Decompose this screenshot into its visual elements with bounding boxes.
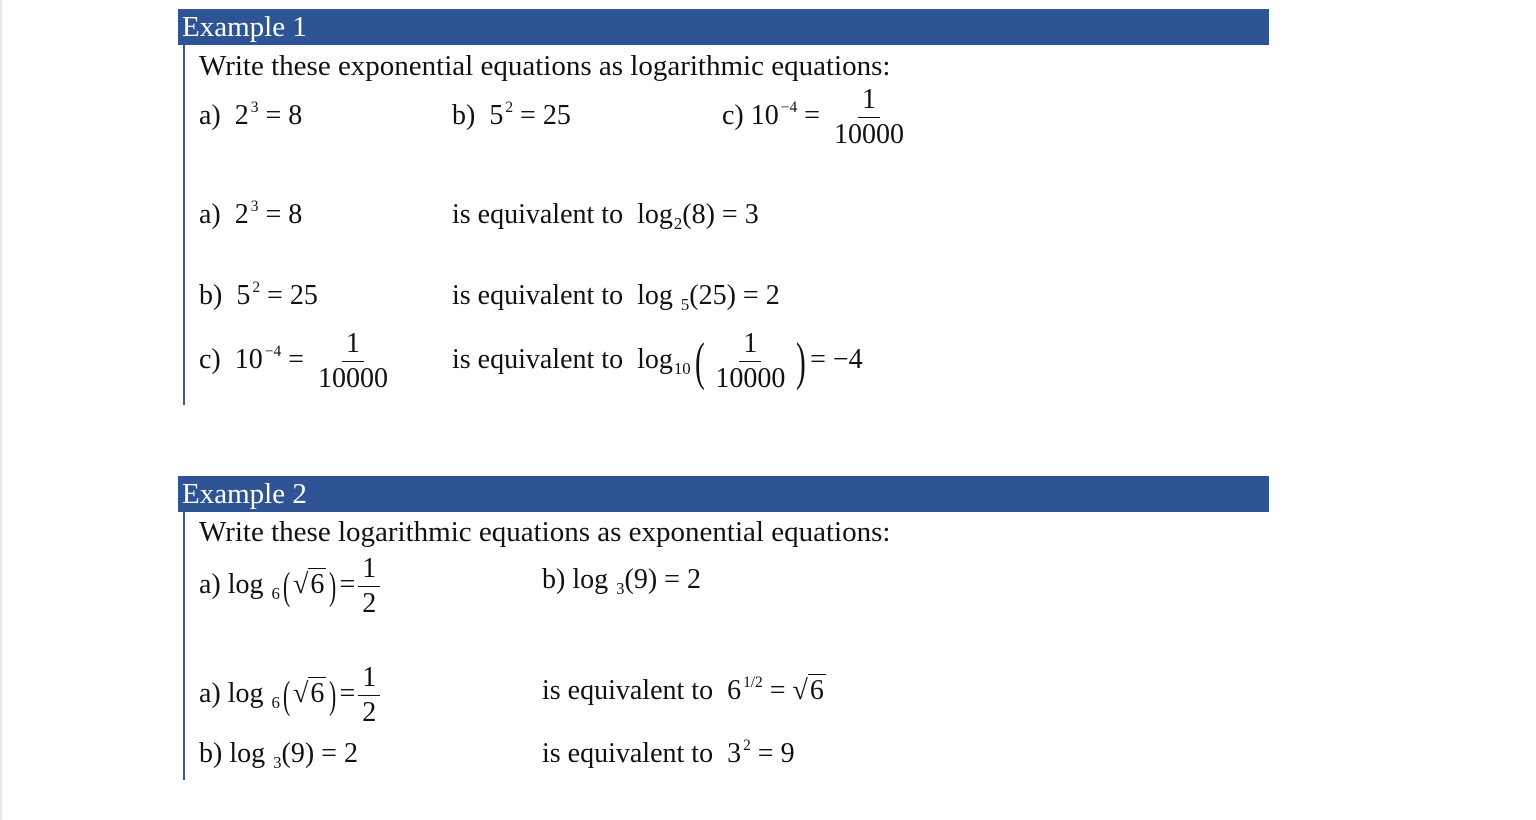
ex1-answer-c-rhs: is equivalent to $\log_{10}$( $\frac{1}{10000}$ ) = −4 bbox=[452, 328, 863, 394]
ex1-answer-b-lhs: b) 5 $^2$ = 25 bbox=[199, 279, 318, 311]
example-2-header bbox=[178, 476, 1269, 512]
ex2-problem-b: b) log $_3$(9) = 2 bbox=[542, 564, 701, 598]
example-2-border bbox=[183, 512, 185, 780]
fraction: $\frac{1}{2}$ bbox=[358, 664, 380, 727]
fraction: $\frac{1}{10000}$ bbox=[317, 328, 388, 394]
example-1-border bbox=[183, 45, 185, 405]
fraction: $\frac{1}{10000}$ bbox=[715, 328, 786, 394]
example-1-header bbox=[178, 9, 1269, 45]
ex1-answer-a-rhs: is equivalent to $\log_2(8) = 3$ bbox=[452, 199, 759, 233]
example-1-instruction: Write these exponential equations as logarithmic equations: bbox=[199, 50, 891, 82]
ex1-answer-b-rhs: is equivalent to log $_5$(25) = 2 bbox=[452, 280, 780, 314]
ex1-problem-a: a) 2 $^3$ = 8 bbox=[199, 99, 303, 131]
ex2-answer-b-lhs: b) log $_3$(9) = 2 bbox=[199, 738, 358, 772]
ex1-answer-a-lhs: a) 2 $^3$ = 8 bbox=[199, 198, 303, 230]
ex2-answer-a-rhs: is equivalent to 6 $^{1/2}$ = √6 bbox=[542, 674, 824, 706]
ex2-problem-a: a) log $_6$( √6 ) = $\frac{1}{2}$ bbox=[199, 555, 383, 618]
ex1-problem-b: b) 5 $^2$ = 25 bbox=[452, 99, 571, 131]
ex1-answer-c-lhs: c) 10 $^{-4}$ = $\frac{1}{10000}$ bbox=[199, 330, 395, 393]
ex1-problem-c: c) 10 $^{-4}$ = $\frac{1}{10000}$ bbox=[722, 86, 911, 149]
ex2-answer-a-lhs: a) log $_6$( √6 ) = $\frac{1}{2}$ bbox=[199, 664, 383, 727]
example-2-instruction: Write these logarithmic equations as exponential equations: bbox=[199, 516, 891, 548]
example-1-title: Example 1 bbox=[182, 11, 307, 43]
page-edge bbox=[0, 0, 2, 820]
fraction: $\frac{1}{10000}$ bbox=[833, 84, 904, 150]
fraction: $\frac{1}{2}$ bbox=[358, 555, 380, 618]
ex2-answer-b-rhs: is equivalent to 3 $^2$ = 9 bbox=[542, 737, 795, 769]
example-2-title: Example 2 bbox=[182, 478, 307, 510]
